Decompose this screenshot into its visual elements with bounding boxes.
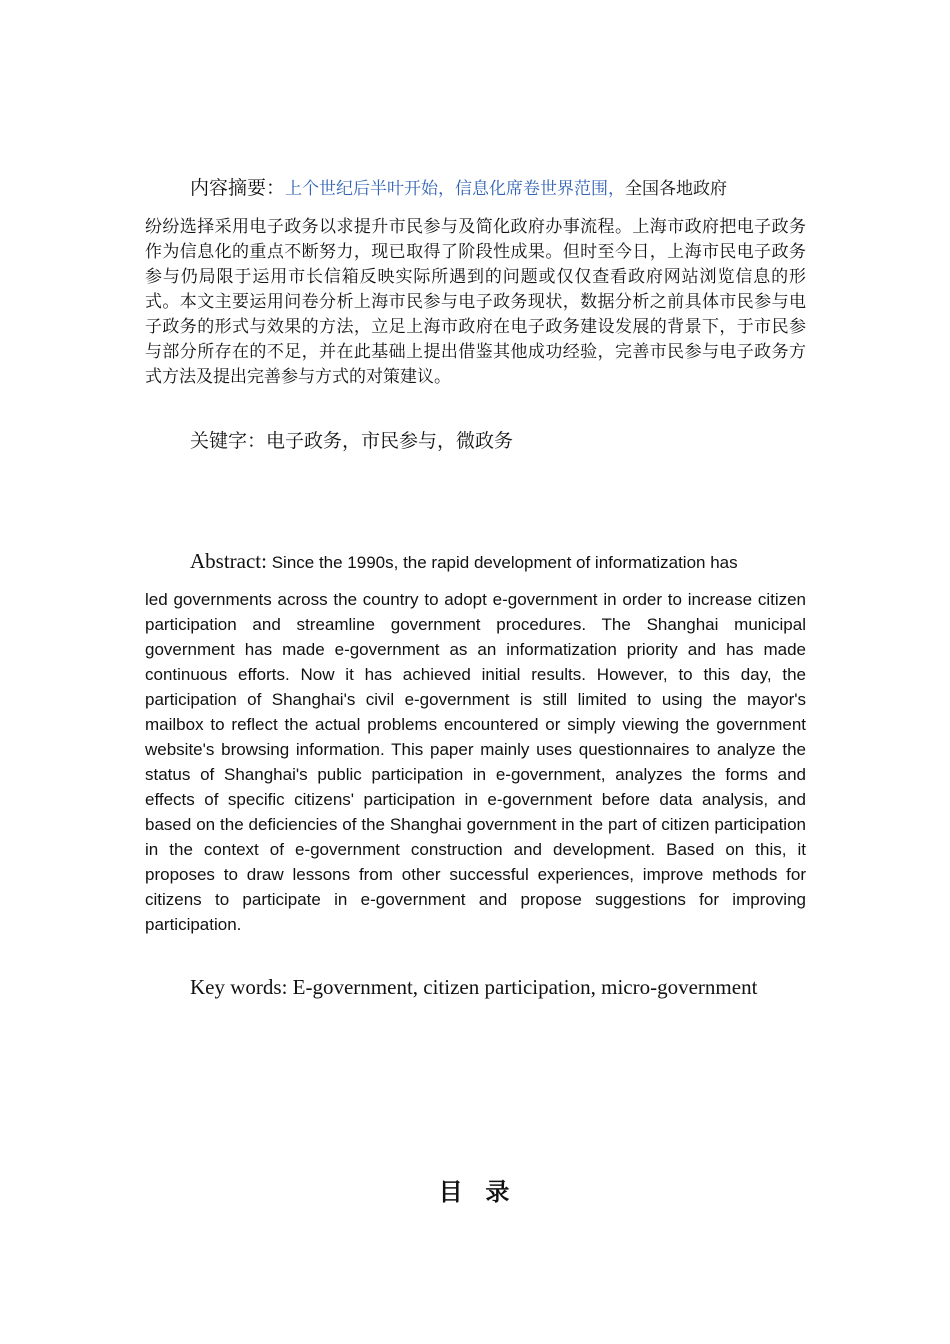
english-abstract-label: Abstract: (190, 549, 267, 573)
english-keywords-value: E-government, citizen participation, micro-government (287, 975, 758, 999)
english-abstract-body: led governments across the country to adopt e-government in order to increase citizen participation and streamline government procedures. The Shanghai municipal government has made e-government as an informatization priority and has made continuous efforts. Now it has achieved initial results. However, to this day, the participation of Shanghai's civil e-government is still limited to using the mayor's mailbox to reflect the actual problems encountered or simply viewing the government website's browsing information. This paper mainly uses questionnaires to analyze the status of Shanghai's public participation in e-government, analyzes the forms and effects of specific citizens' participation in e-government before data analysis, and based on the deficiencies of the Shanghai government in the part of citizen participation in the context of e-government construction and development. Based on this, it proposes to draw lessons from other successful experiences, improve methods for citizens to participate in e-government and propose suggestions for improving participation. (145, 590, 806, 934)
table-of-contents-title: 目 录 (438, 1178, 512, 1206)
chinese-keywords (190, 428, 513, 454)
english-keywords (190, 973, 757, 1001)
chinese-abstract-first-line (145, 176, 806, 202)
english-keywords-label: Key words: (190, 975, 288, 999)
chinese-abstract-first-line-rest: 全国各地政府 (625, 179, 728, 199)
chinese-abstract-highlight: 上个世纪后半叶开始，信息化席卷世界范围， (285, 179, 626, 199)
chinese-abstract-body: 纷纷选择采用电子政务以求提升市民参与及简化政府办事流程。上海市政府把电子政务作为信息化的重点不断努力，现已取得了阶段性成果。但时至今日，上海市民电子政务参与仍局限于运用市长信箱反映实际所遇到的问题或仅仅查看政府网站浏览信息的形式。本文主要运用问卷分析上海市民参与电子政务现状，数据分析之前具体市民参与电子政务的形式与效果的方法，立足上海市政府在电子政务建设发展的背景下，于市民参与部分所存在的不足，并在此基础上提出借鉴其他成功经验，完善市民参与电子政务方式方法及提出完善参与方式的对策建议。 (145, 217, 806, 387)
chinese-keywords-value: 电子政务，市民参与，微政务 (266, 430, 514, 452)
english-abstract (145, 549, 806, 937)
english-abstract-first-line-rest: Since the 1990s, the rapid development of informatization has (266, 553, 738, 572)
chinese-abstract (145, 176, 806, 390)
english-abstract-first-line (145, 549, 806, 575)
chinese-keywords-label: 关键字： (190, 430, 267, 452)
chinese-abstract-label: 内容摘要： (190, 177, 286, 199)
